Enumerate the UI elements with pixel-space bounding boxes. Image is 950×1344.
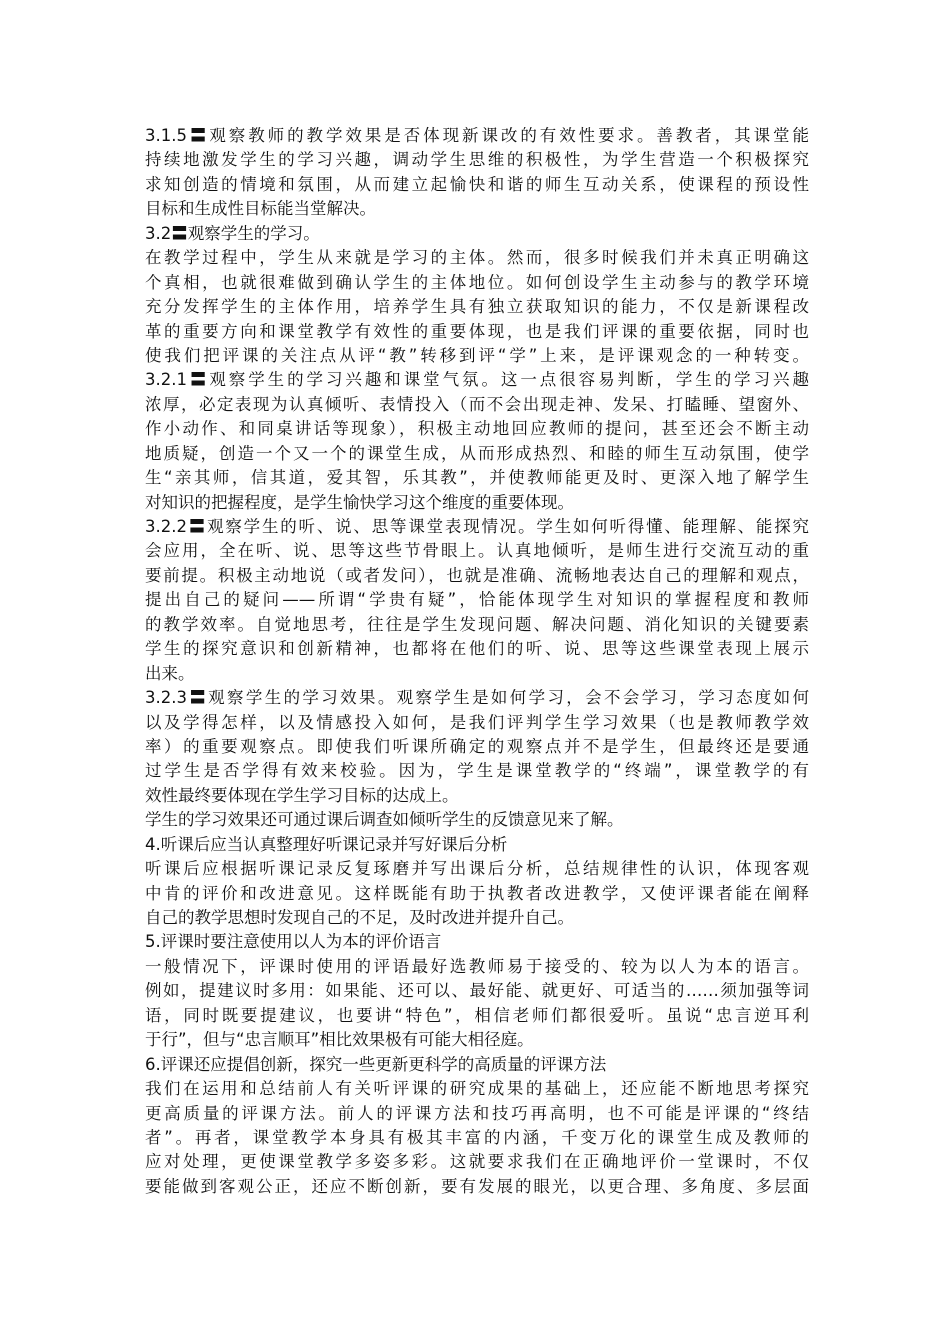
document-page xyxy=(145,124,809,1199)
text-line: 应对处理，更使课堂教学多姿多彩。这就要求我们在正确地评价一堂课时，不仅 xyxy=(145,1152,809,1172)
text-line: 听课后应根据听课记录反复琢磨并写出课后分析，总结规律性的认识，体现客观 xyxy=(145,859,809,879)
text-line: 会应用，全在听、说、思等这些节骨眼上。认真地倾听，是师生进行交流互动的重 xyxy=(145,541,809,561)
text-line: 的教学效率。自觉地思考，往往是学生发现问题、解决问题、消化知识的关键要素 xyxy=(145,614,809,634)
text-line: 3.1.5〓观察教师的教学效果是否体现新课改的有效性要求。善教者，其课堂能 xyxy=(145,126,809,145)
text-line: 一般情况下，评课时使用的评语最好选教师易于接受的、较为以人为本的语言。 xyxy=(145,956,809,976)
text-line: 持续地激发学生的学习兴趣，调动学生思维的积极性，为学生营造一个积极探究 xyxy=(145,150,809,170)
text-line: 学生的探究意识和创新精神，也都将在他们的听、说、思等这些课堂表现上展示 xyxy=(145,639,809,659)
section-heading: 6.评课还应提倡创新，探究一些更新更科学的高质量的评课方法 xyxy=(145,1054,607,1074)
text-line: 语，同时既要提建议，也要讲“特色”，相信老师们都很爱听。虽说“忠言逆耳利 xyxy=(145,1005,809,1025)
text-line: 使我们把评课的关注点从评“教”转移到评“学”上来，是评课观念的一种转变。 xyxy=(145,345,809,365)
text-line: 浓厚，必定表现为认真倾听、表情投入（而不会出现走神、发呆、打瞌睡、望窗外、 xyxy=(145,394,809,414)
text-line: 求知创造的情境和氛围，从而建立起愉快和谐的师生互动关系，使课程的预设性 xyxy=(145,174,809,194)
text-line: 作小动作、和同桌讲话等现象），积极主动地回应教师的提问，甚至还会不断主动 xyxy=(145,419,809,439)
text-line: 目标和生成性目标能当堂解决。 xyxy=(145,199,376,219)
text-line: 革的重要方向和课堂教学有效性的重要体现，也是我们评课的重要依据，同时也 xyxy=(145,321,809,341)
text-line: 自己的教学思想时发现自己的不足，及时改进并提升自己。 xyxy=(145,908,574,927)
text-line: 3.2.3〓观察学生的学习效果。观察学生是如何学习，会不会学习，学习态度如何 xyxy=(145,688,809,708)
text-line: 于行”，但与“忠言顺耳”相比效果极有可能大相径庭。 xyxy=(145,1030,534,1050)
section-heading: 4.听课后应当认真整理好听课记录并写好课后分析 xyxy=(145,834,508,854)
text-line: 个真相，也就很难做到确认学生的主体地位。如何创设学生主动参与的教学环境 xyxy=(145,272,809,292)
text-line: 效性最终要体现在学生学习目标的达成上。 xyxy=(145,785,459,805)
text-line: 学生的学习效果还可通过课后调查如倾听学生的反馈意见来了解。 xyxy=(145,810,624,830)
text-line: 以及学得怎样，以及情感投入如何，是我们评判学生学习效果（也是教师教学效 xyxy=(145,712,809,732)
text-line: 过学生是否学得有效来校验。因为，学生是课堂教学的“终端”，课堂教学的有 xyxy=(145,761,809,781)
text-line: 者”。再者，课堂教学本身具有极其丰富的内涵，千变万化的课堂生成及教师的 xyxy=(145,1127,809,1147)
text-line: 3.2.1〓观察学生的学习兴趣和课堂气氛。这一点很容易判断，学生的学习兴趣 xyxy=(145,370,809,390)
text-line: 例如，提建议时多用：如果能、还可以、最好能、就更好、可适当的……须加强等词 xyxy=(145,981,809,1001)
text-line: 生“亲其师，信其道，爱其智，乐其教”，并使教师能更及时、更深入地了解学生 xyxy=(145,468,809,488)
text-line: 提出自己的疑问——所谓“学贵有疑”，恰能体现学生对知识的掌握程度和教师 xyxy=(145,590,809,610)
text-line: 充分发挥学生的主体作用，培养学生具有独立获取知识的能力，不仅是新课程改 xyxy=(145,297,809,317)
text-line: 在教学过程中，学生从来就是学习的主体。然而，很多时候我们并未真正明确这 xyxy=(145,248,809,268)
text-line: 地质疑，创造一个又一个的课堂生成，从而形成热烈、和睦的师生互动氛围，使学 xyxy=(145,443,809,463)
text-line: 更高质量的评课方法。前人的评课方法和技巧再高明，也不可能是评课的“终结 xyxy=(145,1103,809,1123)
section-heading: 5.评课时要注意使用以人为本的评价语言 xyxy=(145,932,442,952)
section-heading: 3.2〓观察学生的学习。 xyxy=(145,223,320,243)
text-line: 率）的重要观察点。即使我们听课所确定的观察点并不是学生，但最终还是要通 xyxy=(145,736,809,756)
text-line: 出来。 xyxy=(145,663,195,683)
text-line: 3.2.2〓观察学生的听、说、思等课堂表现情况。学生如何听得懂、能理解、能探究 xyxy=(145,517,809,536)
text-line: 对知识的把握程度，是学生愉快学习这个维度的重要体现。 xyxy=(145,492,574,512)
text-line: 要能做到客观公正，还应不断创新，要有发展的眼光，以更合理、多角度、多层面 xyxy=(145,1176,809,1196)
text-line: 中肯的评价和改进意见。这样既能有助于执教者改进教学，又使评课者能在阐释 xyxy=(145,883,809,903)
text-line: 我们在运用和总结前人有关听评课的研究成果的基础上，还应能不断地思考探究 xyxy=(145,1079,809,1099)
text-line: 要前提。积极主动地说（或者发问），也就是准确、流畅地表达自己的理解和观点， xyxy=(145,565,809,585)
